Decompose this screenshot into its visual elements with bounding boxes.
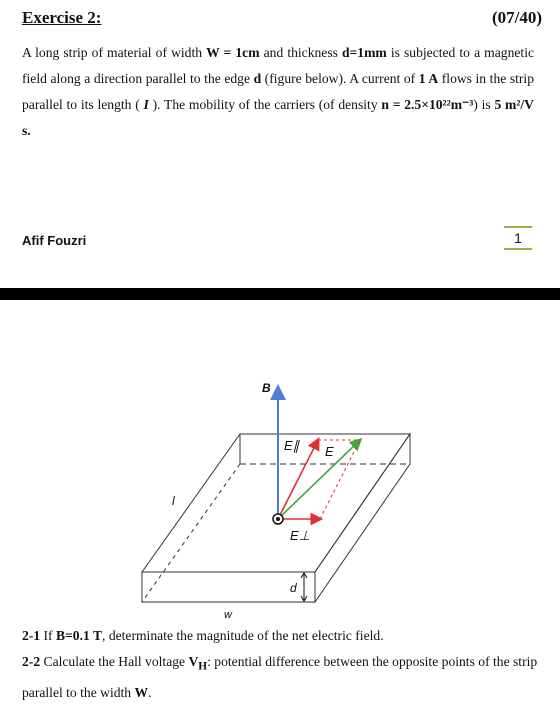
question-text: . [148,684,152,700]
statement-text: is subjected to a magnetic field along a direction parallel to the edge [22,45,534,86]
statement-text: (figure below). A current of [261,71,419,86]
label-width: w [224,609,232,621]
hidden-edge [142,464,240,602]
current-symbol: I [143,97,149,112]
exercise-points: (07/40) [491,8,542,27]
statement-text: A long strip of material of width [22,45,207,60]
width-value: W = 1cm [206,45,260,60]
label-b: B [262,381,271,395]
hall-voltage-symbol: V [188,654,199,669]
label-e-perp: E⊥ [290,528,310,543]
question-text: If [40,628,56,643]
strip-side-face [315,434,410,602]
question-text: : potential difference between the opposite points of the strip parallel to the width [22,654,538,700]
hall-effect-figure [120,372,430,622]
density-value: n = 2.5×10²²m⁻³ [381,97,474,112]
hall-voltage-subscript: H [198,660,208,673]
width-symbol: W [134,684,149,700]
current-value: 1 A [418,71,439,86]
page-separator [0,288,560,300]
exercise-page [0,0,560,288]
page-number: 1 [504,226,532,250]
problem-statement [22,40,534,144]
field-value: B=0.1 T [55,628,103,643]
question-2-2 [22,649,542,706]
mobility-value: 5 m²/V s. [22,97,534,138]
question-text: Calculate the Hall voltage [40,654,189,669]
statement-text: and thickness [259,45,342,60]
thickness-value: d=1mm [342,45,387,60]
question-text: , determinate the magnitude of the net electric field. [102,628,384,643]
label-e-parallel: E∥ [284,438,300,453]
exercise-title: Exercise 2: [22,8,102,27]
edge-letter: d [253,71,262,86]
label-e-net: E [325,444,334,459]
statement-text: flows in the strip parallel to its length ( [22,71,535,112]
author-name: Afif Fouzri [22,233,87,248]
current-dot-icon [276,517,280,521]
question-2-1 [22,623,542,649]
statement-text: ). The mobility of the carriers (of density [148,97,382,112]
question-number: 2-2 [22,654,41,669]
label-thickness: d [290,581,297,595]
statement-text: ) is [473,97,495,112]
label-length: l [172,494,175,508]
strip-top-face [142,434,410,572]
question-number: 2-1 [22,628,41,643]
